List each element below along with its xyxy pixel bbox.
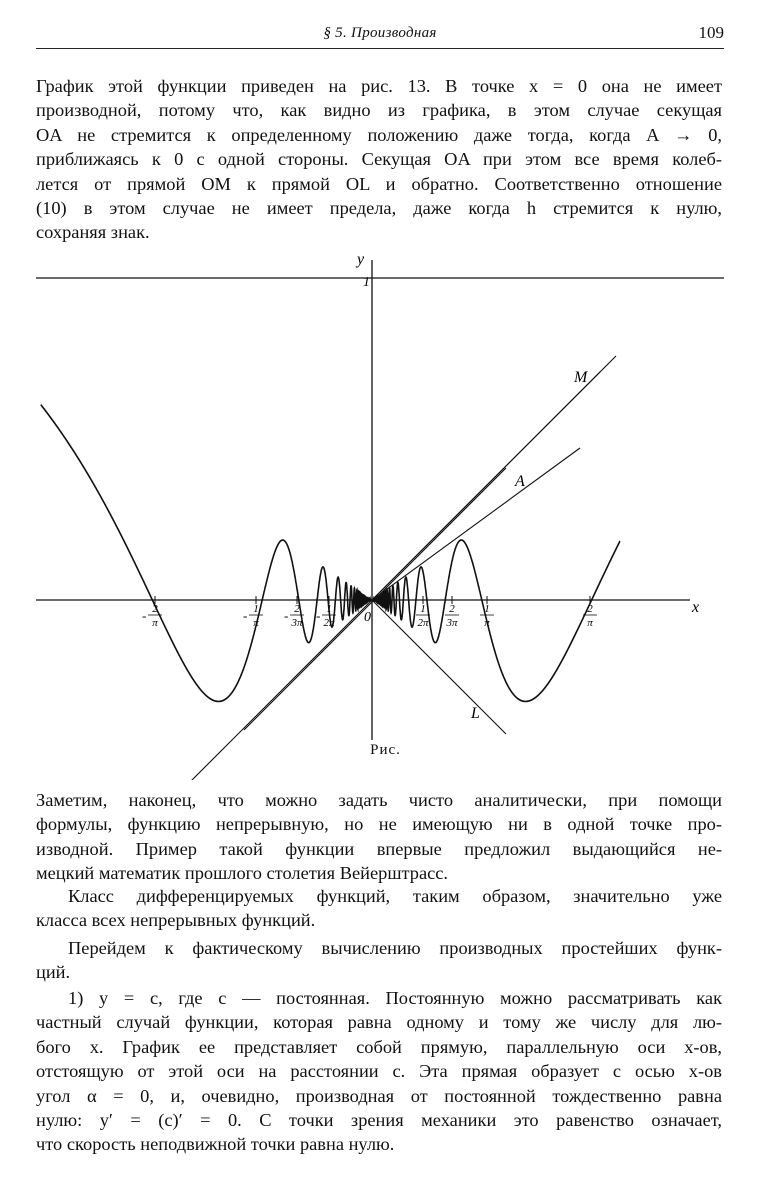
function-graph-figure xyxy=(0,240,771,780)
text-line: Заметим, наконец, что можно задать чисто аналитически, при помощи xyxy=(36,790,722,810)
x-tick-numerator: 2 xyxy=(587,603,593,615)
x-tick-denominator: 2π xyxy=(323,617,335,629)
paragraph-5 xyxy=(36,986,722,1157)
x-tick-label xyxy=(445,596,459,629)
x-tick-numerator: 1 xyxy=(253,603,259,615)
line-OM-right xyxy=(372,372,600,600)
point-A-label: A xyxy=(515,473,525,490)
x-tick-numerator: 2 xyxy=(294,603,300,615)
point-M-label: M xyxy=(574,369,588,386)
text-line: бого x. График ее представляет собой прямую, параллельную оси x-ов, xyxy=(36,1036,722,1057)
text-line: Перейдем к фактическому вычислению производных простейших функ- xyxy=(68,938,722,958)
x-tick-numerator: 1 xyxy=(326,603,332,615)
x-tick-denominator: π xyxy=(484,617,490,629)
x-tick-numerator: 1 xyxy=(420,603,426,615)
x-tick-denominator: π xyxy=(253,617,259,629)
text-line: (10) в этом случае не имеет предела, даже когда h стремится к нулю, xyxy=(36,198,722,219)
header-rule xyxy=(36,48,724,49)
text-line: формулы, функцию непрерывную, но не имеющую ни в одной точке про- xyxy=(36,814,722,835)
text-line: OA не стремится к определенному положению даже тогда, когда A → 0, xyxy=(36,124,722,145)
text-line: изводной. Пример такой функции впервые предложил выдающийся не- xyxy=(36,838,722,859)
paragraph-3 xyxy=(36,884,722,933)
text-line: частный случай функции, которая равна одному и тому же числу для лю- xyxy=(36,1012,722,1033)
text-line: 1) y = c, где c — постоянная. Постоянную можно рассматривать как xyxy=(68,988,722,1008)
x-tick-sign: - xyxy=(284,608,289,623)
running-header xyxy=(36,22,724,46)
paragraph-1 xyxy=(36,74,722,245)
text-line: лется от прямой OM к прямой OL и обратно. Соответственно отношение xyxy=(36,173,722,194)
x-axis-label: x xyxy=(692,599,700,616)
x-tick-label xyxy=(316,596,336,629)
text-line: класса всех непрерывных функций. xyxy=(36,910,316,931)
text-line: угол α = 0, и, очевидно, производная от постоянной тождественно равна xyxy=(36,1085,722,1106)
x-tick-sign: - xyxy=(316,608,321,623)
figure-caption: Рис. xyxy=(370,742,401,758)
text-line: График этой функции приведен на рис. 13. В точке x = 0 она не имеет xyxy=(36,76,722,96)
text-line: мецкий математик прошлого столетия Вейерштрасс. xyxy=(36,863,449,884)
text-line: что скорость неподвижной точки равна нулю. xyxy=(36,1134,395,1155)
text-line: приближаясь к 0 с одной стороны. Секущая OA при этом все время колеб- xyxy=(36,149,722,170)
y-one-label: 1 xyxy=(363,275,370,290)
x-tick-denominator: π xyxy=(152,617,158,629)
x-tick-denominator: 2π xyxy=(417,617,429,629)
x-tick-numerator: 1 xyxy=(484,603,490,615)
x-tick-denominator: π xyxy=(587,617,593,629)
function-curve xyxy=(41,405,620,702)
x-tick-sign: - xyxy=(243,608,248,623)
text-line: отстоящую от этой оси на расстоянии c. Эта прямая образует с осью x-ов xyxy=(36,1061,722,1082)
x-tick-numerator: 2 xyxy=(449,603,455,615)
text-line: производной, потому что, как видно из графика, в этом случае секущая xyxy=(36,100,722,121)
text-line: нулю: y′ = (c)′ = 0. С точки зрения механики это равенство означает, xyxy=(36,1110,722,1131)
text-line: ций. xyxy=(36,962,71,983)
x-tick-denominator: 3π xyxy=(446,617,458,629)
origin-label: 0 xyxy=(364,610,371,625)
section-title: § 5. Производная xyxy=(323,25,437,41)
text-line: Класс дифференцируемых функций, таким образом, значительно уже xyxy=(68,886,722,906)
paragraph-4 xyxy=(36,936,722,985)
line-L-label: L xyxy=(471,705,480,722)
page-number: 109 xyxy=(698,23,724,42)
paragraph-2 xyxy=(36,788,722,886)
x-tick-numerator: 2 xyxy=(152,603,158,615)
text-line: сохраняя знак. xyxy=(36,222,150,243)
x-tick-denominator: 3π xyxy=(291,617,303,629)
y-axis-label: y xyxy=(357,251,365,268)
x-tick-sign: - xyxy=(142,608,147,623)
